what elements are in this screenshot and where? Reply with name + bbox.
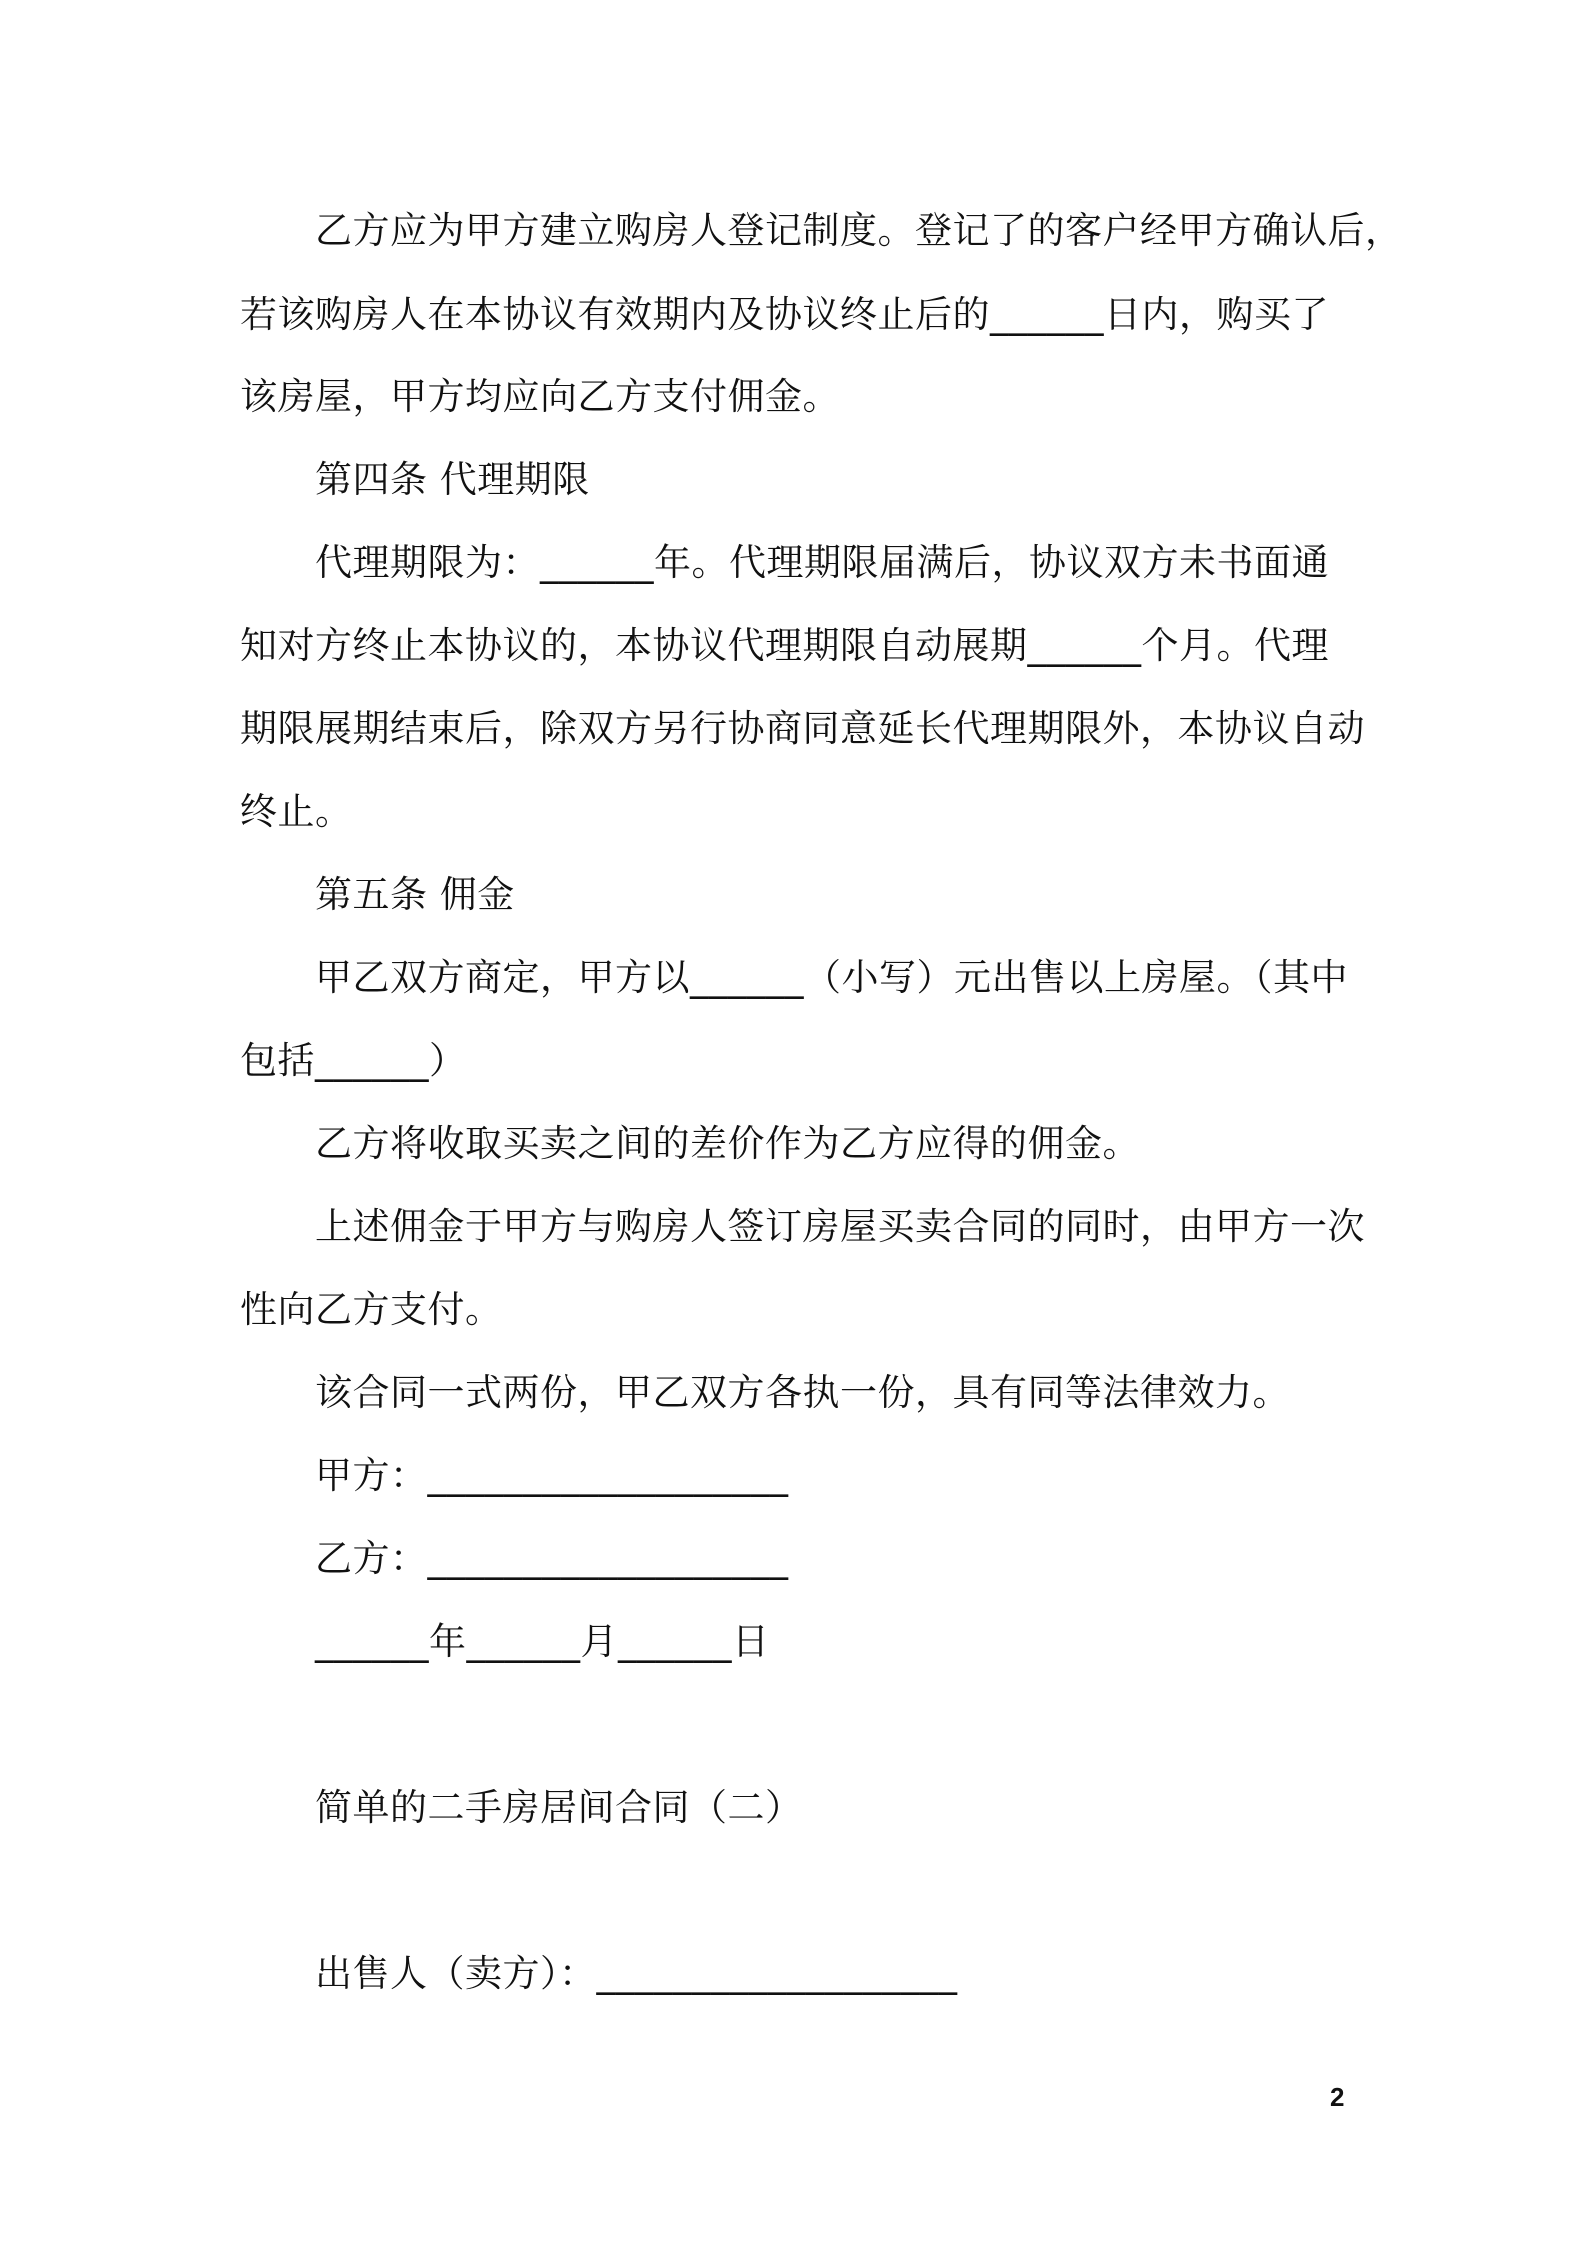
page-number: 2 [1330, 2082, 1345, 2112]
signature-line-party-a: 甲方：___________________ [315, 1454, 789, 1497]
paragraph-line: 代理期限为：______年。代理期限届满后，协议双方未书面通 [315, 541, 1329, 584]
paragraph-line: 若该购房人在本协议有效期内及协议终止后的______日内，购买了 [240, 293, 1329, 336]
paragraph-line: 性向乙方支付。 [240, 1288, 503, 1331]
paragraph-line: 甲乙双方商定，甲方以______（小写）元出售以上房屋。（其中 [315, 956, 1348, 999]
paragraph-line: 乙方应为甲方建立购房人登记制度。登记了的客户经甲方确认后， [315, 209, 1403, 252]
paragraph-line: 上述佣金于甲方与购房人签订房屋买卖合同的同时，由甲方一次 [315, 1205, 1365, 1248]
section-heading: 第四条 代理期限 [315, 458, 590, 501]
section-heading: 第五条 佣金 [315, 873, 515, 916]
paragraph-line: 乙方将收取买卖之间的差价作为乙方应得的佣金。 [315, 1122, 1140, 1165]
date-line: ______年______月______日 [315, 1620, 770, 1663]
paragraph-line: 知对方终止本协议的，本协议代理期限自动展期______个月。代理 [240, 624, 1329, 667]
contract-title: 简单的二手房居间合同（二） [315, 1786, 803, 1829]
signature-line-party-b: 乙方：___________________ [315, 1537, 789, 1580]
paragraph-line: 期限展期结束后，除双方另行协商同意延长代理期限外，本协议自动 [240, 707, 1365, 750]
paragraph-line: 该合同一式两份，甲乙双方各执一份，具有同等法律效力。 [315, 1371, 1290, 1414]
paragraph-line: 终止。 [240, 790, 353, 833]
paragraph-line: 包括______） [240, 1039, 467, 1082]
paragraph-line: 该房屋，甲方均应向乙方支付佣金。 [240, 375, 840, 418]
seller-line: 出售人（卖方）：___________________ [315, 1952, 958, 1995]
